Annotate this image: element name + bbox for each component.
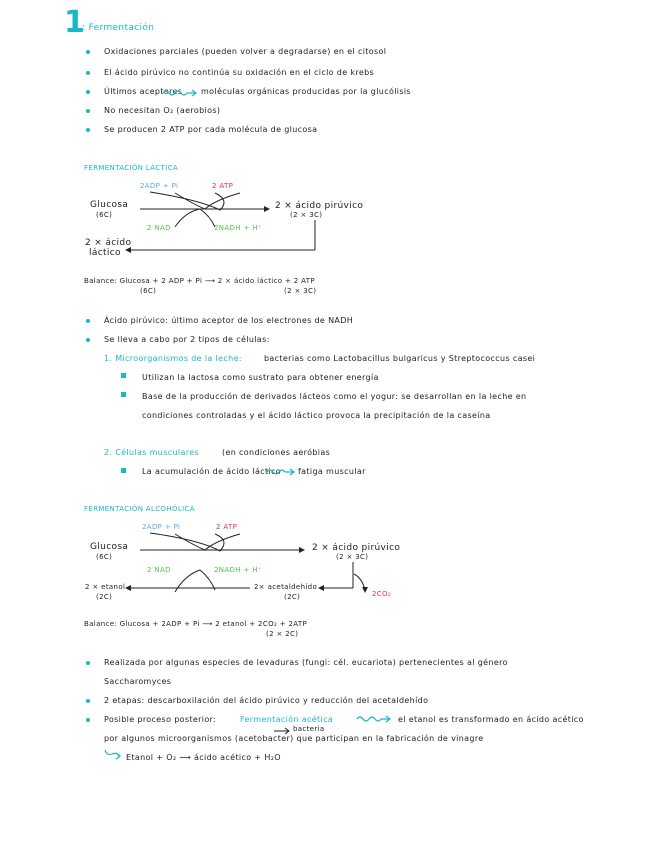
section-number: 1: [64, 5, 85, 40]
alc-linea2: por algunos microorganismos (acetobacter) que participan en la fabricación de vinagre: [104, 734, 484, 743]
alcoholica-title: FERMENTACIÓN ALCOHÓLICA: [84, 505, 195, 513]
alc-posible-a: Posible proceso posterior:: [104, 715, 217, 724]
lac-bullet-2: Se lleva a cabo por 2 tipos de células:: [104, 335, 270, 344]
lac-piruvico-c: (2 × 3C): [290, 211, 323, 219]
intro-bullet-3a: Últimos aceptores: [104, 87, 183, 96]
lac-atp-label: 2 ATP: [212, 182, 234, 190]
lac-bullet-1: Ácido pirúvico: último aceptor de los electrones de NADH: [104, 316, 354, 325]
lac-item1-sub-2: Base de la producción de derivados lácteos como el yogur: se desarrollan en la leche en: [142, 392, 527, 401]
intro-bullet-1: Oxidaciones parciales (pueden volver a degradarse) en el citosol: [104, 47, 387, 56]
lac-item2-label: 2. Células musculares: [104, 448, 199, 457]
alc-posible-b: Fermentación acética: [240, 715, 334, 724]
lac-item2-sub-a: La acumulación de ácido láctico: [142, 467, 281, 476]
alc-acet-c: (2C): [284, 593, 301, 601]
alc-balance-c: (2 × 2C): [266, 630, 299, 638]
lac-item2-sub-b: fatiga muscular: [298, 467, 366, 476]
lac-balance-c1: (6C): [140, 287, 157, 295]
lac-item1-sub-3: condiciones controladas y el ácido láctico provoca la precipitación de la caseína: [142, 411, 491, 420]
squiggle-arrow-icon: [104, 748, 126, 762]
alc-bacteria: bacteria: [293, 725, 325, 733]
alc-glucosa-c: (6C): [96, 553, 113, 561]
intro-bullet-5: Se producen 2 ATP por cada molécula de glucosa: [104, 125, 318, 134]
lactica-title: FERMENTACIÓN LÁCTICA: [84, 164, 178, 172]
lac-piruvico-label: 2 × ácido pirúvico: [275, 201, 364, 211]
alc-bullet-1: Realizada por algunas especies de levaduras (fungi: cél. eucariota) pertenecientes al género: [104, 658, 508, 667]
alc-piruvico-c: (2 × 3C): [336, 553, 369, 561]
alc-adp-label: 2ADP + Pi: [142, 523, 181, 531]
alc-etanol-label: 2 × etanol: [85, 583, 126, 591]
lac-balance: Balance: Glucosa + 2 ADP + Pi ⟶ 2 × ácido láctico + 2 ATP: [84, 277, 315, 285]
squiggle-arrow-icon: [356, 714, 396, 724]
alc-acet-label: 2× acetaldehído: [254, 583, 318, 591]
alc-nadh-label: 2NADH + H⁺: [214, 566, 262, 574]
intro-bullet-4: No necesitan O₂ (aerobios): [104, 106, 221, 115]
alc-nad-label: 2 NAD: [147, 566, 171, 574]
alc-glucosa-label: Glucosa: [90, 542, 129, 552]
bullet-dot: [86, 661, 90, 665]
lac-glucosa-c: (6C): [96, 211, 113, 219]
lac-balance-c2: (2 × 3C): [284, 287, 317, 295]
lac-item1-text: bacterias como Lactobacillus bulgaricus y Streptococcus casei: [264, 354, 536, 363]
lac-nad-label: 2 NAD: [147, 224, 171, 232]
lac-adp-label: 2ADP + Pi: [140, 182, 179, 190]
lac-lactico-2: láctico: [89, 248, 121, 258]
alc-co2-label: 2CO₂: [372, 590, 392, 598]
alc-etanol-c: (2C): [96, 593, 113, 601]
alc-atp-label: 2 ATP: [216, 523, 238, 531]
alc-piruvico-label: 2 × ácido pirúvico: [312, 543, 401, 553]
lac-glucosa-label: Glucosa: [90, 200, 129, 210]
intro-bullet-3b: moléculas orgánicas producidas por la glucólisis: [201, 87, 411, 96]
section-title: : Fermentación: [82, 23, 155, 33]
lac-item2-text: (en condiciones aeróbias: [222, 448, 331, 457]
lac-item1-label: 1. Microorganismos de la leche:: [104, 354, 242, 363]
lac-nadh-label: 2NADH + H⁺: [214, 224, 262, 232]
alc-posible-c: el etanol es transformado en ácido acético: [398, 715, 584, 724]
bullet-dot: [86, 718, 90, 722]
alc-bullet-1b: Saccharomyces: [104, 677, 172, 686]
alc-ecuacion: Etanol + O₂ ⟶ ácido acético + H₂O: [126, 753, 281, 762]
lac-lactico-1: 2 × ácido: [85, 238, 132, 248]
bullet-dot: [86, 699, 90, 703]
lac-item1-sub-1: Utilizan la lactosa como sustrato para obtener energía: [142, 373, 379, 382]
intro-bullet-2: El ácido pirúvico no continúa su oxidación en el ciclo de krebs: [104, 68, 375, 77]
alc-balance: Balance: Glucosa + 2ADP + Pi ⟶ 2 etanol + 2CO₂ + 2ATP: [84, 620, 308, 628]
alc-bullet-2: 2 etapas: descarboxilación del ácido pirúvico y reducción del acetaldehído: [104, 696, 429, 705]
